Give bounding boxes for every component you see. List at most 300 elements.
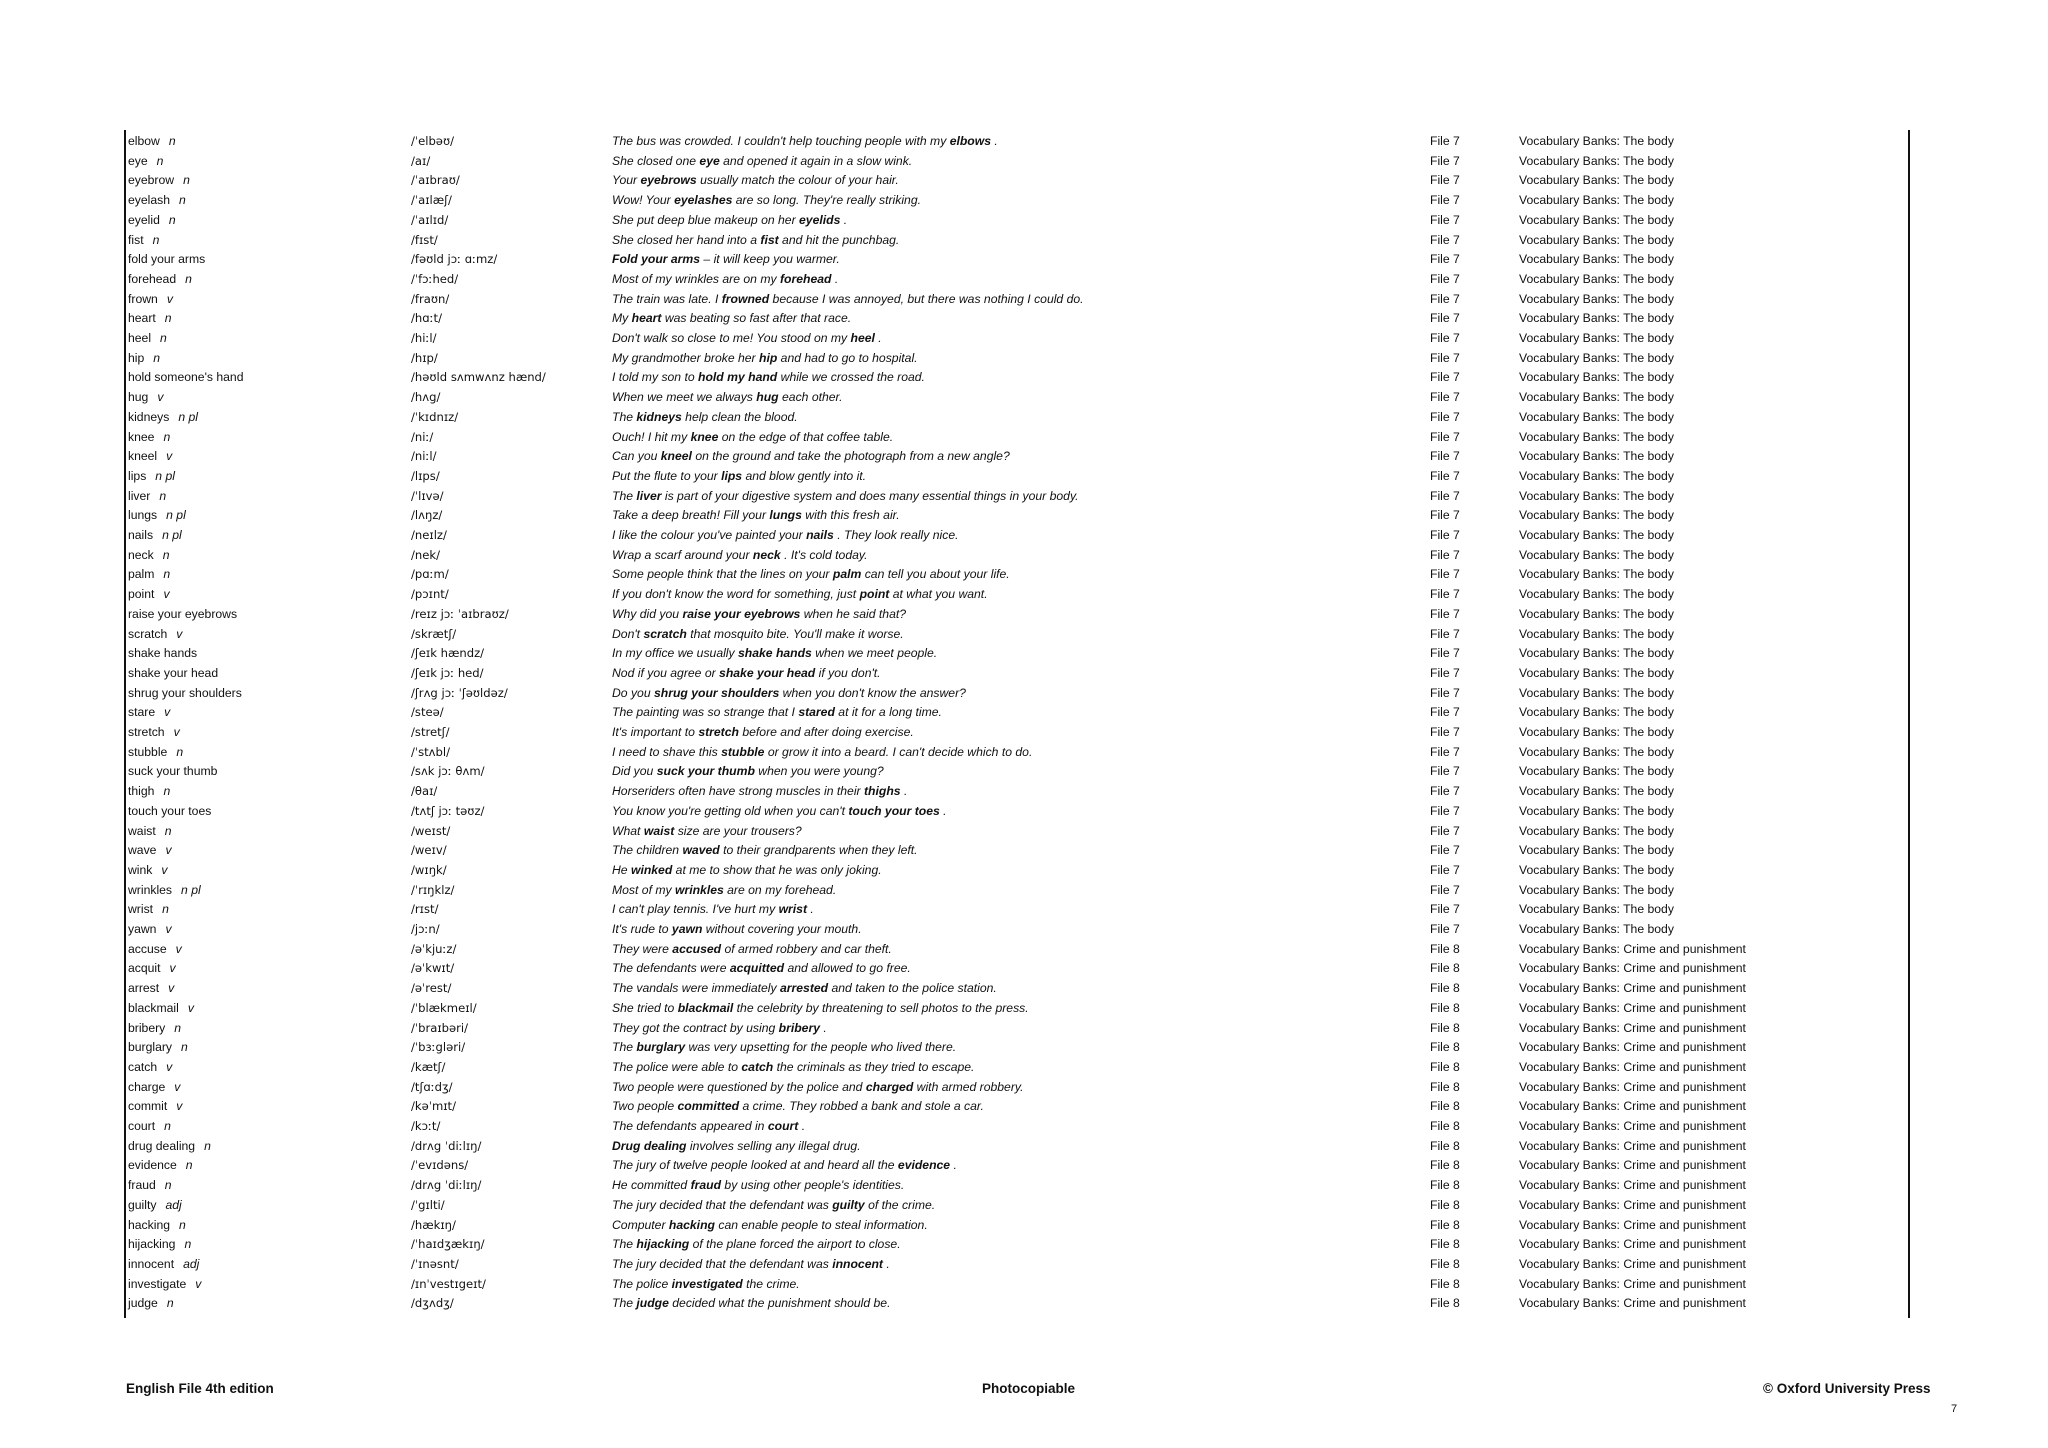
example-sentence (612, 841, 918, 861)
table-row (124, 565, 1908, 585)
vocabulary-bank: Vocabulary Banks: Crime and punishment (1519, 941, 1746, 956)
table-row (124, 900, 1908, 920)
table-row (124, 723, 1908, 743)
pronunciation: /tʌtʃ jɔː təʊz/ (411, 803, 485, 818)
table-row (124, 152, 1908, 172)
headword-cell (128, 1097, 182, 1117)
headword-cell (128, 1294, 174, 1314)
file-reference: File 7 (1430, 803, 1460, 818)
headword-cell (128, 309, 172, 329)
file-reference: File 8 (1430, 1296, 1460, 1311)
file-reference: File 8 (1430, 1040, 1460, 1055)
headword: thigh (128, 784, 155, 799)
example-text: Put the flute to your (612, 468, 722, 483)
pronunciation: /ʃeɪk jɔː hed/ (411, 665, 484, 680)
headword-cell (128, 841, 172, 861)
part-of-speech: v (175, 941, 182, 956)
table-row (124, 1294, 1908, 1314)
part-of-speech: v (163, 587, 170, 602)
file-reference: File 7 (1430, 587, 1460, 602)
file-reference: File 7 (1430, 409, 1460, 424)
headword: lips (128, 468, 147, 483)
example-keyword: eye (699, 153, 720, 168)
headword-cell (128, 231, 159, 251)
example-text: a crime. They robbed a bank and stole a car. (739, 1099, 984, 1114)
example-sentence (612, 1117, 805, 1137)
headword: kneel (128, 449, 158, 464)
table-row (124, 664, 1908, 684)
example-text: when he said that? (800, 606, 907, 621)
headword-cell (128, 881, 201, 901)
example-keyword: touch your toes (848, 803, 940, 818)
example-text: . (807, 902, 814, 917)
example-text: The defendants appeared in (612, 1119, 768, 1133)
example-sentence (612, 1196, 935, 1216)
part-of-speech: n (153, 350, 161, 365)
example-text: . (874, 331, 882, 345)
table-row (124, 1058, 1908, 1078)
headword: judge (128, 1296, 158, 1311)
example-keyword: point (859, 587, 890, 602)
example-text: She put deep blue makeup on her (612, 212, 800, 227)
headword: hacking (128, 1217, 171, 1232)
vocabulary-bank: Vocabulary Banks: Crime and punishment (1519, 981, 1746, 996)
vocabulary-bank: Vocabulary Banks: Crime and punishment (1519, 1099, 1746, 1114)
file-reference: File 8 (1430, 1178, 1460, 1193)
headword: shrug your shoulders (128, 685, 242, 700)
example-keyword: accused (672, 941, 722, 956)
headword: stare (128, 705, 156, 720)
example-keyword: winked (630, 862, 673, 877)
example-sentence (612, 309, 851, 329)
vocabulary-bank: Vocabulary Banks: The body (1519, 823, 1674, 838)
table-row (124, 1019, 1908, 1039)
example-text: and blow gently into it. (742, 468, 867, 483)
table-row (124, 999, 1908, 1019)
pronunciation: /ˈlɪvə/ (411, 488, 444, 503)
headword-cell (128, 447, 172, 467)
example-keyword: stubble (721, 744, 765, 759)
pronunciation: /ˈrɪŋklz/ (411, 882, 455, 897)
vocabulary-bank: Vocabulary Banks: The body (1519, 134, 1674, 148)
headword-cell (128, 526, 182, 546)
headword: bribery (128, 1020, 166, 1035)
headword: innocent (128, 1256, 175, 1271)
example-text: by using other people's identities. (721, 1178, 905, 1193)
headword-cell (128, 368, 243, 388)
table-row (124, 309, 1908, 329)
headword-cell (128, 644, 197, 664)
example-keyword: eyebrows (640, 173, 697, 188)
part-of-speech: n (168, 212, 176, 227)
pronunciation: /ˈbraɪbəri/ (411, 1020, 469, 1035)
example-sentence (612, 723, 914, 743)
page-number: 7 (1951, 1403, 1958, 1415)
example-text: My grandmother broke her (612, 350, 759, 365)
headword: palm (128, 567, 155, 582)
example-text: to their grandparents when they left. (719, 843, 918, 858)
example-text: I need to shave this (612, 744, 722, 759)
headword: kidneys (128, 409, 170, 424)
table-row (124, 526, 1908, 546)
file-reference: File 7 (1430, 764, 1460, 779)
vocabulary-bank: Vocabulary Banks: The body (1519, 291, 1674, 306)
example-text: In my office we usually (612, 646, 738, 661)
example-text: The painting was so strange that I (612, 705, 799, 720)
file-reference: File 7 (1430, 390, 1460, 405)
example-sentence (612, 250, 840, 270)
example-text: He committed (612, 1178, 691, 1193)
example-text: if you don't. (815, 665, 881, 680)
example-text: size are your trousers? (674, 823, 802, 838)
vocabulary-bank: Vocabulary Banks: The body (1519, 744, 1674, 759)
part-of-speech: n pl (155, 468, 175, 483)
vocabulary-bank: Vocabulary Banks: The body (1519, 390, 1674, 405)
part-of-speech: v (165, 843, 172, 858)
headword: guilty (128, 1197, 157, 1212)
footer-photocopiable: Photocopiable (982, 1381, 1076, 1396)
vocabulary-bank: Vocabulary Banks: The body (1519, 547, 1674, 562)
headword: frown (128, 291, 158, 306)
headword: drug dealing (128, 1138, 196, 1153)
example-sentence (612, 231, 899, 251)
headword-cell (128, 1176, 172, 1196)
example-sentence (612, 782, 907, 802)
part-of-speech: v (166, 449, 173, 464)
headword: scratch (128, 626, 168, 641)
table-row (124, 408, 1908, 428)
pronunciation: /ˈkɪdnɪz/ (411, 409, 459, 424)
file-reference: File 7 (1430, 508, 1460, 523)
table-row (124, 1216, 1908, 1236)
example-sentence (612, 1216, 928, 1236)
example-sentence (612, 487, 1079, 507)
vocabulary-bank: Vocabulary Banks: The body (1519, 468, 1674, 483)
table-row (124, 250, 1908, 270)
headword-cell (128, 1275, 201, 1295)
example-keyword: wrinkles (674, 882, 724, 897)
vocabulary-bank: Vocabulary Banks: The body (1519, 646, 1674, 661)
example-sentence (612, 703, 942, 723)
headword-cell (128, 152, 163, 172)
example-sentence (612, 940, 892, 960)
file-reference: File 7 (1430, 331, 1460, 345)
part-of-speech: v (165, 922, 172, 936)
pronunciation: /hʌg/ (411, 390, 441, 405)
headword-cell (128, 605, 237, 625)
file-reference: File 8 (1430, 1138, 1460, 1153)
headword-cell (128, 250, 205, 270)
headword-cell (128, 664, 218, 684)
pronunciation: /weɪst/ (411, 823, 451, 838)
table-row (124, 171, 1908, 191)
example-text: The train was late. I (612, 291, 722, 306)
table-row (124, 802, 1908, 822)
file-reference: File 8 (1430, 1276, 1460, 1291)
example-keyword: hug (756, 390, 779, 405)
table-row (124, 1156, 1908, 1176)
example-text: Most of my wrinkles are on my (612, 271, 780, 286)
vocabulary-bank: Vocabulary Banks: The body (1519, 587, 1674, 602)
example-keyword: stared (798, 705, 835, 720)
table-row (124, 329, 1908, 349)
table-row (124, 782, 1908, 802)
vocabulary-bank: Vocabulary Banks: The body (1519, 902, 1674, 917)
example-text: They were (612, 941, 673, 956)
part-of-speech: n (164, 1178, 172, 1193)
example-text: Ouch! I hit my (612, 429, 691, 444)
headword-cell (128, 132, 176, 152)
table-row (124, 1235, 1908, 1255)
headword-cell (128, 900, 169, 920)
headword-cell (128, 703, 170, 723)
vocabulary-bank: Vocabulary Banks: The body (1519, 409, 1674, 424)
table-row (124, 762, 1908, 782)
example-text: involves selling any illegal drug. (686, 1138, 861, 1153)
headword: elbow (128, 134, 160, 148)
example-keyword: burglary (636, 1040, 686, 1055)
file-reference: File 7 (1430, 882, 1460, 897)
headword: fraud (128, 1178, 156, 1193)
table-row (124, 290, 1908, 310)
pronunciation: /skrætʃ/ (411, 626, 457, 641)
vocabulary-bank: Vocabulary Banks: The body (1519, 350, 1674, 365)
example-text: – it will keep you warmer. (700, 252, 840, 267)
example-sentence (612, 1176, 904, 1196)
example-text: was beating so fast after that race. (661, 311, 852, 326)
part-of-speech: n (174, 1020, 182, 1035)
headword: eye (128, 153, 148, 168)
headword-cell (128, 1058, 172, 1078)
example-sentence (612, 1156, 957, 1176)
table-row (124, 684, 1908, 704)
example-keyword: guilty (832, 1197, 865, 1212)
example-text: The bus was crowded. I couldn't help touching people with my (612, 134, 950, 148)
example-text: are so long. They're really striking. (732, 193, 921, 208)
pronunciation: /drʌg ˈdiːlɪŋ/ (411, 1178, 482, 1193)
headword: waist (128, 823, 156, 838)
part-of-speech: n (181, 1040, 188, 1055)
vocabulary-bank: Vocabulary Banks: The body (1519, 528, 1674, 542)
file-reference: File 7 (1430, 252, 1460, 267)
vocabulary-bank: Vocabulary Banks: The body (1519, 882, 1674, 897)
vocabulary-bank: Vocabulary Banks: The body (1519, 922, 1674, 936)
example-keyword: frowned (721, 291, 770, 306)
headword: yawn (128, 922, 157, 936)
table-row (124, 447, 1908, 467)
vocabulary-bank: Vocabulary Banks: Crime and punishment (1519, 1276, 1746, 1291)
headword-cell (128, 1255, 199, 1275)
example-keyword: hijacking (636, 1237, 690, 1252)
pronunciation: /weɪv/ (411, 843, 447, 858)
table-row (124, 861, 1908, 881)
example-sentence (612, 408, 798, 428)
example-sentence (612, 1275, 800, 1295)
example-text: at what you want. (889, 587, 988, 602)
pronunciation: /ˈaɪbraʊ/ (411, 173, 460, 188)
headword: hip (128, 350, 145, 365)
file-reference: File 7 (1430, 646, 1460, 661)
example-sentence (612, 1058, 974, 1078)
pronunciation: /ˈgɪlti/ (411, 1197, 445, 1212)
pronunciation: /aɪ/ (411, 153, 431, 168)
example-keyword: hip (759, 350, 778, 365)
vocabulary-bank: Vocabulary Banks: The body (1519, 449, 1674, 464)
example-keyword: knee (690, 429, 719, 444)
example-keyword: Drug dealing (612, 1138, 687, 1153)
headword-cell (128, 920, 172, 940)
vocabulary-bank: Vocabulary Banks: Crime and punishment (1519, 1138, 1746, 1153)
example-text: The (612, 1296, 637, 1311)
file-reference: File 7 (1430, 350, 1460, 365)
example-sentence (612, 762, 884, 782)
headword-cell (128, 940, 182, 960)
part-of-speech: v (168, 981, 175, 996)
pronunciation: /ˈelbəʊ/ (411, 134, 455, 148)
headword-cell (128, 585, 170, 605)
example-text: She closed one (612, 153, 700, 168)
vocabulary-bank: Vocabulary Banks: The body (1519, 488, 1674, 503)
vocabulary-bank: Vocabulary Banks: The body (1519, 685, 1674, 700)
vocabulary-bank: Vocabulary Banks: The body (1519, 193, 1674, 208)
example-text: of the plane forced the airport to close. (689, 1237, 901, 1252)
pronunciation: /ˈaɪlæʃ/ (411, 193, 452, 208)
pronunciation: /neɪlz/ (411, 528, 447, 542)
table-row (124, 1255, 1908, 1275)
headword: forehead (128, 271, 177, 286)
pronunciation: /stretʃ/ (411, 725, 450, 739)
table-row (124, 644, 1908, 664)
example-keyword: fraud (690, 1178, 722, 1193)
example-keyword: suck your thumb (656, 764, 755, 779)
example-sentence (612, 920, 862, 940)
part-of-speech: n (160, 331, 167, 345)
example-sentence (612, 644, 937, 664)
headword: hold someone's hand (128, 370, 244, 385)
headword-cell (128, 723, 180, 743)
table-row (124, 1078, 1908, 1098)
file-reference: File 8 (1430, 1197, 1460, 1212)
part-of-speech: n (163, 784, 171, 799)
vocabulary-bank: Vocabulary Banks: The body (1519, 843, 1674, 858)
example-sentence (612, 506, 900, 526)
table-row (124, 1038, 1908, 1058)
table-row (124, 940, 1908, 960)
example-text: The (612, 1040, 637, 1055)
example-text: Two people were questioned by the police and (612, 1079, 866, 1094)
pronunciation: /pɑːm/ (411, 567, 449, 582)
vocabulary-bank: Vocabulary Banks: The body (1519, 232, 1674, 247)
headword: investigate (128, 1276, 187, 1291)
example-keyword: lips (721, 468, 743, 483)
headword-cell (128, 802, 211, 822)
pronunciation: /ˈfɔːhed/ (411, 271, 459, 286)
example-sentence (612, 171, 899, 191)
part-of-speech: adj (165, 1197, 182, 1212)
example-keyword: eyelashes (674, 193, 733, 208)
example-sentence (612, 585, 988, 605)
example-sentence (612, 605, 906, 625)
headword: liver (128, 488, 151, 503)
file-reference: File 8 (1430, 1059, 1460, 1074)
table-row (124, 881, 1908, 901)
example-sentence (612, 349, 918, 369)
headword-cell (128, 1156, 193, 1176)
headword-cell (128, 1078, 180, 1098)
table-row (124, 1097, 1908, 1117)
file-reference: File 7 (1430, 271, 1460, 286)
pronunciation: /ʃrʌg jɔː ˈʃəʊldəz/ (411, 685, 508, 700)
example-sentence (612, 132, 998, 152)
example-text: are on my forehead. (723, 882, 837, 897)
vocabulary-bank: Vocabulary Banks: The body (1519, 705, 1674, 720)
example-sentence (612, 1235, 901, 1255)
part-of-speech: v (166, 291, 173, 306)
example-text: Wrap a scarf around your (612, 547, 753, 562)
file-reference: File 7 (1430, 232, 1460, 247)
file-reference: File 7 (1430, 784, 1460, 799)
example-sentence (612, 959, 911, 979)
table-row (124, 487, 1908, 507)
example-text: The police (612, 1276, 672, 1291)
headword-cell (128, 270, 192, 290)
table-row (124, 368, 1908, 388)
example-keyword: judge (636, 1296, 669, 1311)
pronunciation: /fəʊld jɔː ɑːmz/ (411, 252, 498, 267)
headword: wrist (128, 902, 154, 917)
example-sentence (612, 999, 1029, 1019)
headword-cell (128, 743, 183, 763)
part-of-speech: n pl (178, 409, 198, 424)
example-text: the crime. (742, 1276, 800, 1291)
file-reference: File 7 (1430, 665, 1460, 680)
example-sentence (612, 1038, 956, 1058)
example-sentence (612, 861, 882, 881)
table-row (124, 585, 1908, 605)
part-of-speech: n (164, 1119, 171, 1133)
headword: stubble (128, 744, 168, 759)
example-text: can enable people to steal information. (714, 1217, 928, 1232)
example-text: Don't (612, 626, 644, 641)
example-text: The (612, 488, 637, 503)
example-text: can tell you about your life. (861, 567, 1010, 582)
part-of-speech: n (185, 1158, 193, 1173)
headword-cell (128, 408, 198, 428)
headword-cell (128, 822, 172, 842)
example-sentence (612, 546, 867, 566)
pronunciation: /həʊld sʌmwʌnz hænd/ (411, 370, 546, 385)
example-text: and taken to the police station. (828, 981, 997, 996)
part-of-speech: v (166, 1059, 173, 1074)
pronunciation: /ˈbɜːgləri/ (411, 1040, 466, 1055)
vocabulary-bank: Vocabulary Banks: Crime and punishment (1519, 1040, 1746, 1055)
table-row (124, 1275, 1908, 1295)
part-of-speech: n (156, 153, 164, 168)
pronunciation: /əˈkwɪt/ (411, 961, 455, 976)
headword-cell (128, 1216, 186, 1236)
headword-cell (128, 1038, 188, 1058)
vocabulary-bank: Vocabulary Banks: Crime and punishment (1519, 1079, 1746, 1094)
part-of-speech: n pl (162, 528, 182, 542)
table-row (124, 625, 1908, 645)
example-keyword: Fold your arms (612, 252, 701, 267)
part-of-speech: n (163, 567, 171, 582)
example-keyword: evidence (897, 1158, 951, 1173)
pronunciation: /ʃeɪk hændz/ (411, 646, 485, 661)
file-reference: File 7 (1430, 705, 1460, 720)
vocabulary-bank: Vocabulary Banks: Crime and punishment (1519, 1237, 1746, 1252)
headword: hijacking (128, 1237, 176, 1252)
